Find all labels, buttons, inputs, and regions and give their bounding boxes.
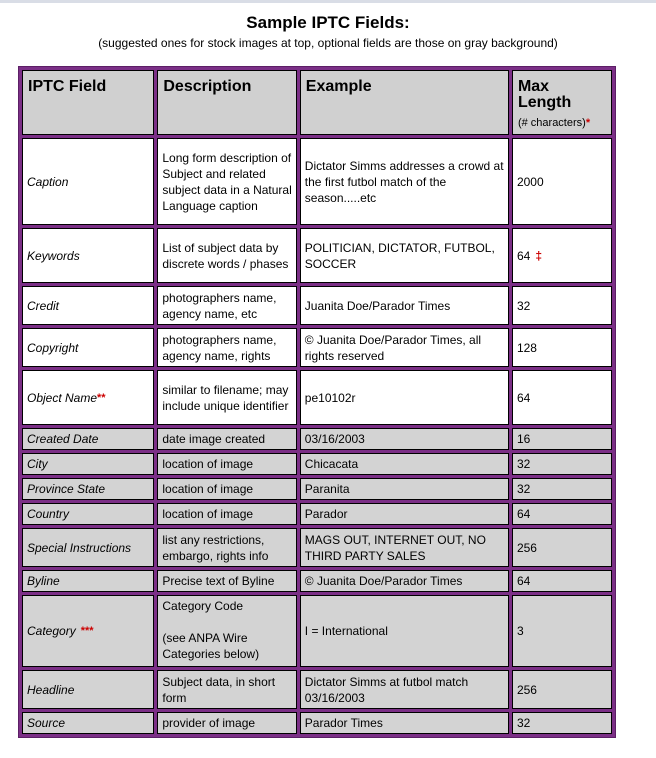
table-header-row	[22, 70, 612, 135]
cell-max-length	[512, 370, 612, 425]
cell-field	[22, 453, 154, 475]
cell-max-length	[512, 528, 612, 567]
header-example: Example	[300, 70, 509, 135]
cell-example: Dictator Simms addresses a crowd at the first futbol match of the season.....etc	[300, 138, 509, 225]
table-row	[22, 595, 612, 667]
cell-field	[22, 228, 154, 283]
iptc-fields-table	[18, 66, 616, 738]
description-text: photographers name, agency name, rights	[162, 332, 277, 363]
cell-field	[22, 370, 154, 425]
description-text: Precise text of Byline	[162, 574, 275, 588]
cell-description	[157, 570, 296, 592]
cell-example: Dictator Simms at futbol match 03/16/2003	[300, 670, 509, 709]
table-row	[22, 370, 612, 425]
table-row	[22, 478, 612, 500]
max-length-value: 32	[516, 298, 531, 313]
field-name: Keywords	[27, 248, 80, 263]
cell-field	[22, 503, 154, 525]
cell-max-length	[512, 228, 612, 283]
field-name: City	[27, 457, 48, 471]
max-length-value: 64	[516, 574, 531, 588]
header-description: Description	[157, 70, 296, 135]
description-text: location of image	[162, 507, 254, 521]
cell-description	[157, 595, 296, 667]
table-row	[22, 712, 612, 734]
cell-example: © Juanita Doe/Parador Times, all rights reserved	[300, 328, 509, 367]
max-length-value: 256	[516, 540, 537, 555]
description-text: Category Code	[162, 599, 244, 613]
max-length-value: 16	[516, 432, 531, 446]
cell-example: Chicacata	[300, 453, 509, 475]
table-row	[22, 528, 612, 567]
description-text: date image created	[162, 432, 266, 446]
table-row	[22, 138, 612, 225]
header-max-length-sub-text: (# characters)	[517, 117, 586, 129]
cell-field	[22, 670, 154, 709]
cell-max-length	[512, 138, 612, 225]
field-name: Category	[27, 624, 76, 638]
cell-description	[157, 370, 296, 425]
table-row	[22, 228, 612, 283]
table-row	[22, 503, 612, 525]
max-length-value: 64	[516, 507, 531, 521]
field-name: Copyright	[27, 340, 79, 355]
max-length-value: 128	[516, 340, 537, 355]
page-title: Sample IPTC Fields:	[246, 13, 410, 32]
description-text: location of image	[162, 482, 254, 496]
header-max-length-label: Max Length	[517, 78, 572, 111]
field-footnote-mark: **	[97, 391, 106, 404]
cell-description	[157, 478, 296, 500]
cell-max-length	[512, 428, 612, 450]
max-length-value: 64	[516, 390, 531, 405]
cell-example: © Juanita Doe/Parador Times	[300, 570, 509, 592]
description-text: similar to filename; may include unique identifier	[162, 382, 289, 413]
field-footnote-mark: ***	[80, 625, 94, 637]
cell-description	[157, 712, 296, 734]
table-row	[22, 286, 612, 325]
cell-max-length	[512, 503, 612, 525]
cell-example: I = International	[300, 595, 509, 667]
max-length-value: 32	[516, 457, 531, 471]
cell-description	[157, 453, 296, 475]
cell-description	[157, 138, 296, 225]
cell-max-length	[512, 453, 612, 475]
max-length-value: 32	[516, 716, 531, 730]
cell-field	[22, 428, 154, 450]
cell-field	[22, 138, 154, 225]
description-note: (see ANPA Wire Categories below)	[162, 631, 260, 661]
cell-max-length	[512, 286, 612, 325]
cell-description	[157, 670, 296, 709]
description-text: provider of image	[162, 716, 256, 730]
field-name: Caption	[27, 174, 69, 189]
cell-description	[157, 286, 296, 325]
cell-example: MAGS OUT, INTERNET OUT, NO THIRD PARTY SALES	[300, 528, 509, 567]
cell-description	[157, 528, 296, 567]
description-text: Long form description of Subject and related subject data in a Natural Language caption	[162, 150, 292, 213]
max-length-value: 2000	[516, 174, 544, 189]
cell-field	[22, 528, 154, 567]
table-body	[22, 138, 612, 734]
cell-max-length	[512, 478, 612, 500]
description-text: List of subject data by discrete words / phases	[162, 240, 289, 271]
cell-example: pe10102r	[300, 370, 509, 425]
cell-example: POLITICIAN, DICTATOR, FUTBOL, SOCCER	[300, 228, 509, 283]
description-text: photographers name, agency name, etc	[162, 290, 277, 321]
field-name: Object Name	[27, 390, 98, 405]
cell-description	[157, 328, 296, 367]
description-text: location of image	[162, 457, 254, 471]
cell-field	[22, 328, 154, 367]
cell-field	[22, 570, 154, 592]
header-iptc-field: IPTC Field	[22, 70, 154, 135]
max-length-value: 32	[516, 482, 531, 496]
cell-example: Parador	[300, 503, 509, 525]
header-max-length-asterisk: *	[585, 117, 591, 129]
cell-example: 03/16/2003	[300, 428, 509, 450]
table-row	[22, 670, 612, 709]
max-length-value: 256	[516, 682, 537, 697]
top-border	[0, 0, 656, 3]
max-length-footnote-mark: ‡	[535, 248, 542, 263]
cell-max-length	[512, 670, 612, 709]
header-max-length	[512, 70, 612, 135]
cell-field	[22, 286, 154, 325]
field-name: Headline	[27, 682, 75, 697]
description-text: Subject data, in short form	[162, 674, 276, 705]
description-text: list any restrictions, embargo, rights info	[162, 532, 269, 563]
field-name: Source	[27, 716, 66, 730]
cell-description	[157, 503, 296, 525]
max-length-value: 64	[516, 248, 531, 263]
cell-max-length	[512, 595, 612, 667]
max-length-value: 3	[516, 624, 524, 638]
table-row	[22, 570, 612, 592]
field-name: Special Instructions	[27, 540, 132, 555]
field-name: Province State	[27, 482, 106, 496]
cell-field	[22, 712, 154, 734]
cell-max-length	[512, 712, 612, 734]
cell-field	[22, 478, 154, 500]
cell-description	[157, 428, 296, 450]
field-name: Created Date	[27, 432, 99, 446]
table-row	[22, 328, 612, 367]
cell-example: Juanita Doe/Parador Times	[300, 286, 509, 325]
header-max-length-sub	[518, 116, 606, 130]
table-row	[22, 428, 612, 450]
field-name: Credit	[27, 298, 60, 313]
table-row	[22, 453, 612, 475]
cell-example: Parador Times	[300, 712, 509, 734]
cell-description	[157, 228, 296, 283]
cell-max-length	[512, 328, 612, 367]
field-name: Country	[27, 507, 70, 521]
cell-example: Paranita	[300, 478, 509, 500]
field-name: Byline	[27, 574, 60, 588]
cell-max-length	[512, 570, 612, 592]
cell-field	[22, 595, 154, 667]
page-subtitle: (suggested ones for stock images at top, optional fields are those on gray background)	[98, 36, 558, 50]
